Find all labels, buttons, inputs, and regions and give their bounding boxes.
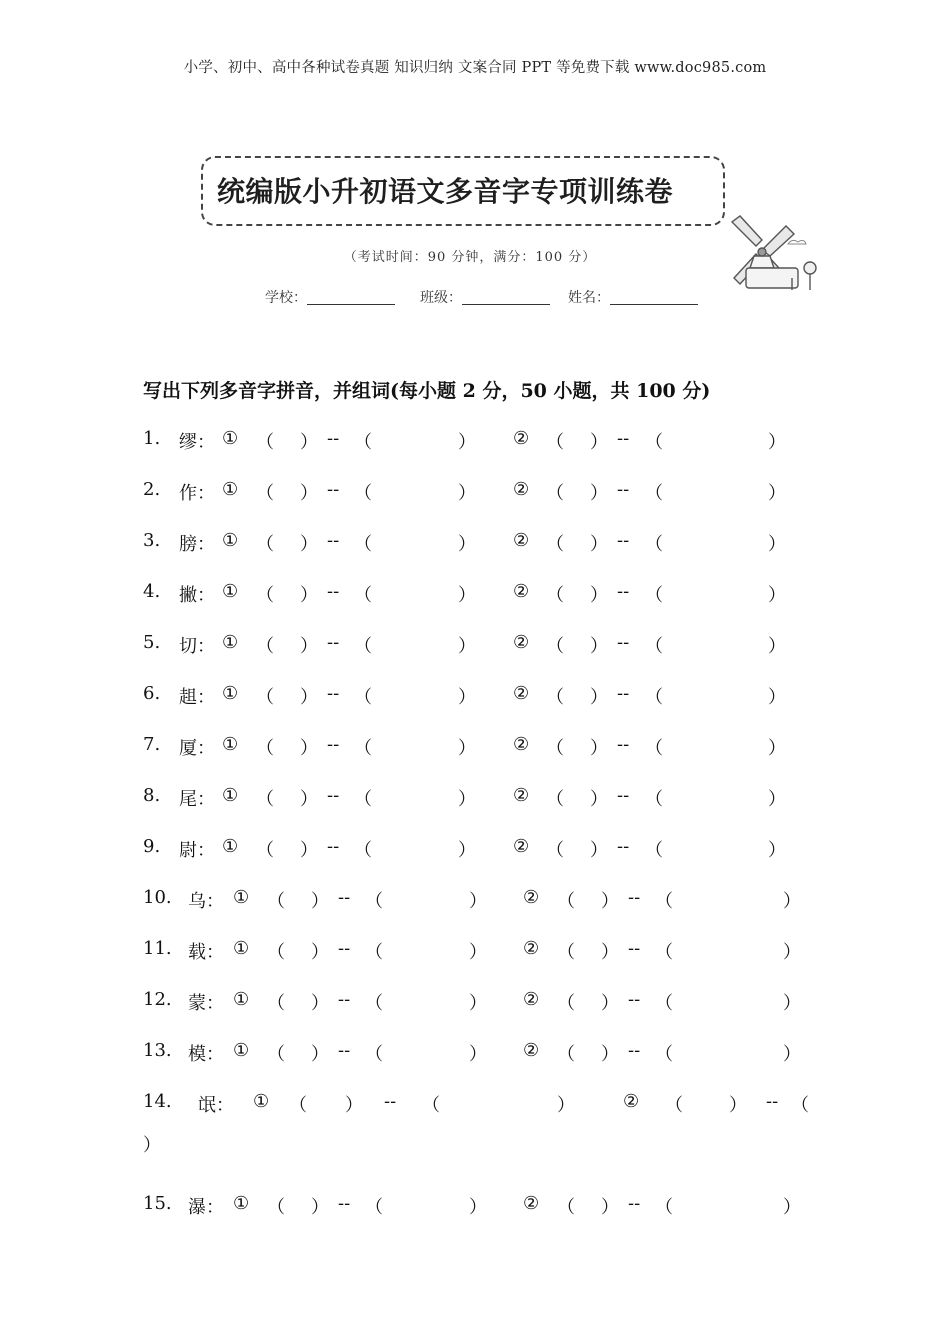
word-open-paren: （ [645,585,663,606]
question-char: 撇： [179,585,215,606]
question-row [143,989,843,1019]
question-number: 15. [143,1193,172,1214]
word-open-paren: （ [365,993,383,1014]
marker-one: ① [222,581,239,602]
page-title: 统编版小升初语文多音字专项训练卷 [217,175,674,208]
word-close-paren: ） [458,738,476,759]
pinyin-open-paren: （ [557,942,575,963]
word-open-paren: （ [791,1095,809,1116]
word-close-paren: ） [768,432,786,453]
dash: -- [327,632,340,653]
name-label: 姓名： [568,290,610,306]
dash: -- [617,734,630,755]
pinyin-open-paren: （ [557,1044,575,1065]
pinyin-close-paren: ） [590,738,608,759]
pinyin-open-paren: （ [546,687,564,708]
marker-one: ① [222,479,239,500]
pinyin-open-paren: （ [256,687,274,708]
marker-two: ② [513,581,530,602]
pinyin-close-paren: ） [590,687,608,708]
pinyin-open-paren: （ [256,636,274,657]
dash: -- [628,887,641,908]
dash: -- [338,1040,351,1061]
pinyin-open-paren: （ [557,891,575,912]
word-open-paren: （ [354,687,372,708]
marker-one: ① [233,1193,250,1214]
dash: -- [327,734,340,755]
word-open-paren: （ [354,534,372,555]
word-close-paren: ） [458,534,476,555]
word-open-paren: （ [354,432,372,453]
question-char: 氓： [198,1095,234,1116]
question-number: 6. [143,683,161,704]
word-open-paren: （ [422,1095,440,1116]
question-row [143,938,843,968]
word-close-paren: ） [469,942,487,963]
question-row [143,428,843,458]
dash: -- [338,938,351,959]
pinyin-open-paren: （ [256,432,274,453]
dash: -- [327,479,340,500]
word-close-paren: ） [768,483,786,504]
dash: -- [628,938,641,959]
word-open-paren: （ [645,687,663,708]
class-blank[interactable] [462,290,550,305]
word-open-paren: （ [365,942,383,963]
word-close-paren: ） [768,585,786,606]
dash: -- [628,1040,641,1061]
marker-two: ② [513,785,530,806]
dash: -- [617,479,630,500]
word-open-paren: （ [645,432,663,453]
pinyin-close-paren: ） [311,891,329,912]
section-heading: 写出下列多音字拼音，并组词(每小题 2 分，50 小题，共 100 分) [143,380,711,402]
word-open-paren: （ [354,636,372,657]
pinyin-open-paren: （ [546,483,564,504]
question-char: 趄： [179,687,215,708]
dash: -- [384,1091,397,1112]
marker-one: ① [222,530,239,551]
header-banner: 小学、初中、高中各种试卷真题 知识归纳 文案合同 PPT 等免费下载 www.doc985.com [183,60,767,76]
pinyin-open-paren: （ [256,534,274,555]
word-open-paren: （ [645,840,663,861]
pinyin-open-paren: （ [267,1197,285,1218]
question-number: 2. [143,479,161,500]
question-char: 蒙： [188,993,224,1014]
pinyin-close-paren: ） [601,993,619,1014]
marker-one: ① [222,632,239,653]
marker-two: ② [513,734,530,755]
question-char: 瀑： [188,1197,224,1218]
marker-one: ① [253,1091,270,1112]
word-close-paren: ） [458,687,476,708]
dash: -- [338,887,351,908]
word-close-paren: ） [469,993,487,1014]
school-label: 学校： [265,290,307,306]
dash: -- [327,785,340,806]
word-close-paren: ） [469,1044,487,1065]
word-close-paren: ） [768,636,786,657]
question-char: 膀： [179,534,215,555]
dash: -- [338,1193,351,1214]
pinyin-close-paren: ） [601,891,619,912]
dash: -- [617,428,630,449]
pinyin-open-paren: （ [267,942,285,963]
pinyin-close-paren: ） [300,687,318,708]
word-open-paren: （ [354,585,372,606]
word-open-paren: （ [645,738,663,759]
word-open-paren: （ [645,636,663,657]
dash: -- [617,836,630,857]
word-close-paren: ） [458,789,476,810]
dash: -- [338,989,351,1010]
pinyin-close-paren: ） [300,534,318,555]
title-box [201,156,725,226]
marker-two: ② [513,428,530,449]
word-close-paren: ） [557,1095,575,1116]
pinyin-close-paren: ） [300,840,318,861]
word-close-paren: ） [783,1044,801,1065]
word-open-paren: （ [354,738,372,759]
question-row [143,683,843,713]
pinyin-open-paren: （ [256,738,274,759]
word-close-paren: ） [458,840,476,861]
pinyin-open-paren: （ [546,585,564,606]
question-number: 4. [143,581,161,602]
word-close-paren: ） [768,738,786,759]
school-blank[interactable] [307,290,395,305]
marker-one: ① [233,989,250,1010]
word-close-paren: ） [768,789,786,810]
dash: -- [327,683,340,704]
marker-two: ② [513,530,530,551]
word-close-paren: ） [458,483,476,504]
word-close-paren: ） [143,1135,161,1156]
word-close-paren: ） [768,840,786,861]
pinyin-close-paren: ） [311,942,329,963]
word-close-paren: ） [783,1197,801,1218]
question-char: 模： [188,1044,224,1065]
question-char: 缪： [179,432,215,453]
word-open-paren: （ [645,534,663,555]
pinyin-close-paren: ） [601,1197,619,1218]
pinyin-close-paren: ） [311,993,329,1014]
pinyin-open-paren: （ [256,483,274,504]
pinyin-open-paren: （ [267,993,285,1014]
word-close-paren: ） [783,993,801,1014]
word-open-paren: （ [645,483,663,504]
marker-one: ① [222,734,239,755]
pinyin-close-paren: ） [300,738,318,759]
question-number: 1. [143,428,161,449]
class-field[interactable] [420,287,550,307]
marker-two: ② [523,1193,540,1214]
marker-one: ① [222,785,239,806]
pinyin-open-paren: （ [557,993,575,1014]
marker-two: ② [513,836,530,857]
question-char: 乌： [188,891,224,912]
pinyin-close-paren: ） [590,534,608,555]
word-open-paren: （ [365,1044,383,1065]
pinyin-close-paren: ） [300,432,318,453]
word-close-paren: ） [469,891,487,912]
pinyin-close-paren: ） [590,432,608,453]
marker-one: ① [233,887,250,908]
question-row [143,1040,843,1070]
question-number: 7. [143,734,161,755]
question-row [143,785,843,815]
marker-two: ② [513,683,530,704]
word-open-paren: （ [354,789,372,810]
class-label: 班级： [420,290,462,306]
pinyin-open-paren: （ [546,789,564,810]
pinyin-open-paren: （ [256,585,274,606]
pinyin-open-paren: （ [665,1095,683,1116]
marker-one: ① [222,836,239,857]
question-number: 8. [143,785,161,806]
pinyin-close-paren: ） [590,483,608,504]
dash: -- [617,632,630,653]
word-close-paren: ） [458,585,476,606]
pinyin-close-paren: ） [601,942,619,963]
dash: -- [327,428,340,449]
pinyin-close-paren: ） [300,636,318,657]
word-open-paren: （ [655,1197,673,1218]
exam-info: （考试时间：90 分钟，满分：100 分） [343,250,597,265]
word-close-paren: ） [783,942,801,963]
question-char: 载： [188,942,224,963]
pinyin-close-paren: ） [311,1044,329,1065]
pinyin-close-paren: ） [345,1095,363,1116]
pinyin-close-paren: ） [300,789,318,810]
question-char: 尉： [179,840,215,861]
pinyin-open-paren: （ [267,891,285,912]
dash: -- [327,836,340,857]
marker-two: ② [513,479,530,500]
pinyin-close-paren: ） [300,585,318,606]
pinyin-close-paren: ） [590,585,608,606]
dash: -- [617,530,630,551]
pinyin-open-paren: （ [546,840,564,861]
word-open-paren: （ [655,891,673,912]
word-close-paren: ） [783,891,801,912]
pinyin-open-paren: （ [267,1044,285,1065]
question-row [143,530,843,560]
word-open-paren: （ [354,840,372,861]
question-char: 厦： [179,738,215,759]
dash: -- [766,1091,779,1112]
question-number: 11. [143,938,172,959]
word-open-paren: （ [365,891,383,912]
pinyin-close-paren: ） [601,1044,619,1065]
question-row [143,836,843,866]
question-char: 作： [179,483,215,504]
dash: -- [617,683,630,704]
marker-two: ② [523,887,540,908]
word-open-paren: （ [354,483,372,504]
marker-one: ① [222,428,239,449]
dash: -- [617,581,630,602]
question-row [143,581,843,611]
word-open-paren: （ [655,942,673,963]
pinyin-open-paren: （ [546,534,564,555]
name-field[interactable] [568,287,698,307]
marker-one: ① [233,938,250,959]
word-open-paren: （ [655,1044,673,1065]
word-open-paren: （ [645,789,663,810]
marker-two: ② [523,1040,540,1061]
question-number: 10. [143,887,172,908]
pinyin-open-paren: （ [546,432,564,453]
word-close-paren: ） [458,636,476,657]
question-number: 5. [143,632,161,653]
word-close-paren: ） [768,687,786,708]
dash: -- [628,1193,641,1214]
marker-one: ① [222,683,239,704]
pinyin-close-paren: ） [590,636,608,657]
question-row [143,1193,843,1223]
question-number: 12. [143,989,172,1010]
word-open-paren: （ [365,1197,383,1218]
question-number: 13. [143,1040,172,1061]
question-char: 切： [179,636,215,657]
marker-two: ② [523,938,540,959]
pinyin-open-paren: （ [546,738,564,759]
question-number: 9. [143,836,161,857]
question-row [143,887,843,917]
dash: -- [327,530,340,551]
word-close-paren: ） [458,432,476,453]
school-field[interactable] [265,287,395,307]
pinyin-open-paren: （ [256,840,274,861]
name-blank[interactable] [610,290,698,305]
word-close-paren: ） [768,534,786,555]
marker-one: ① [233,1040,250,1061]
question-row [143,734,843,764]
word-open-paren: （ [655,993,673,1014]
question-number: 14. [143,1091,172,1112]
dash: -- [617,785,630,806]
question-row [143,632,843,662]
pinyin-close-paren: ） [311,1197,329,1218]
pinyin-open-paren: （ [557,1197,575,1218]
marker-two: ② [623,1091,640,1112]
dash: -- [327,581,340,602]
pinyin-close-paren: ） [729,1095,747,1116]
question-row [143,1091,843,1156]
word-close-paren: ） [469,1197,487,1218]
question-number: 3. [143,530,161,551]
pinyin-open-paren: （ [546,636,564,657]
dash: -- [628,989,641,1010]
pinyin-open-paren: （ [289,1095,307,1116]
pinyin-close-paren: ） [300,483,318,504]
question-row [143,479,843,509]
question-char: 尾： [179,789,215,810]
marker-two: ② [523,989,540,1010]
pinyin-close-paren: ） [590,789,608,810]
pinyin-close-paren: ） [590,840,608,861]
marker-two: ② [513,632,530,653]
pinyin-open-paren: （ [256,789,274,810]
